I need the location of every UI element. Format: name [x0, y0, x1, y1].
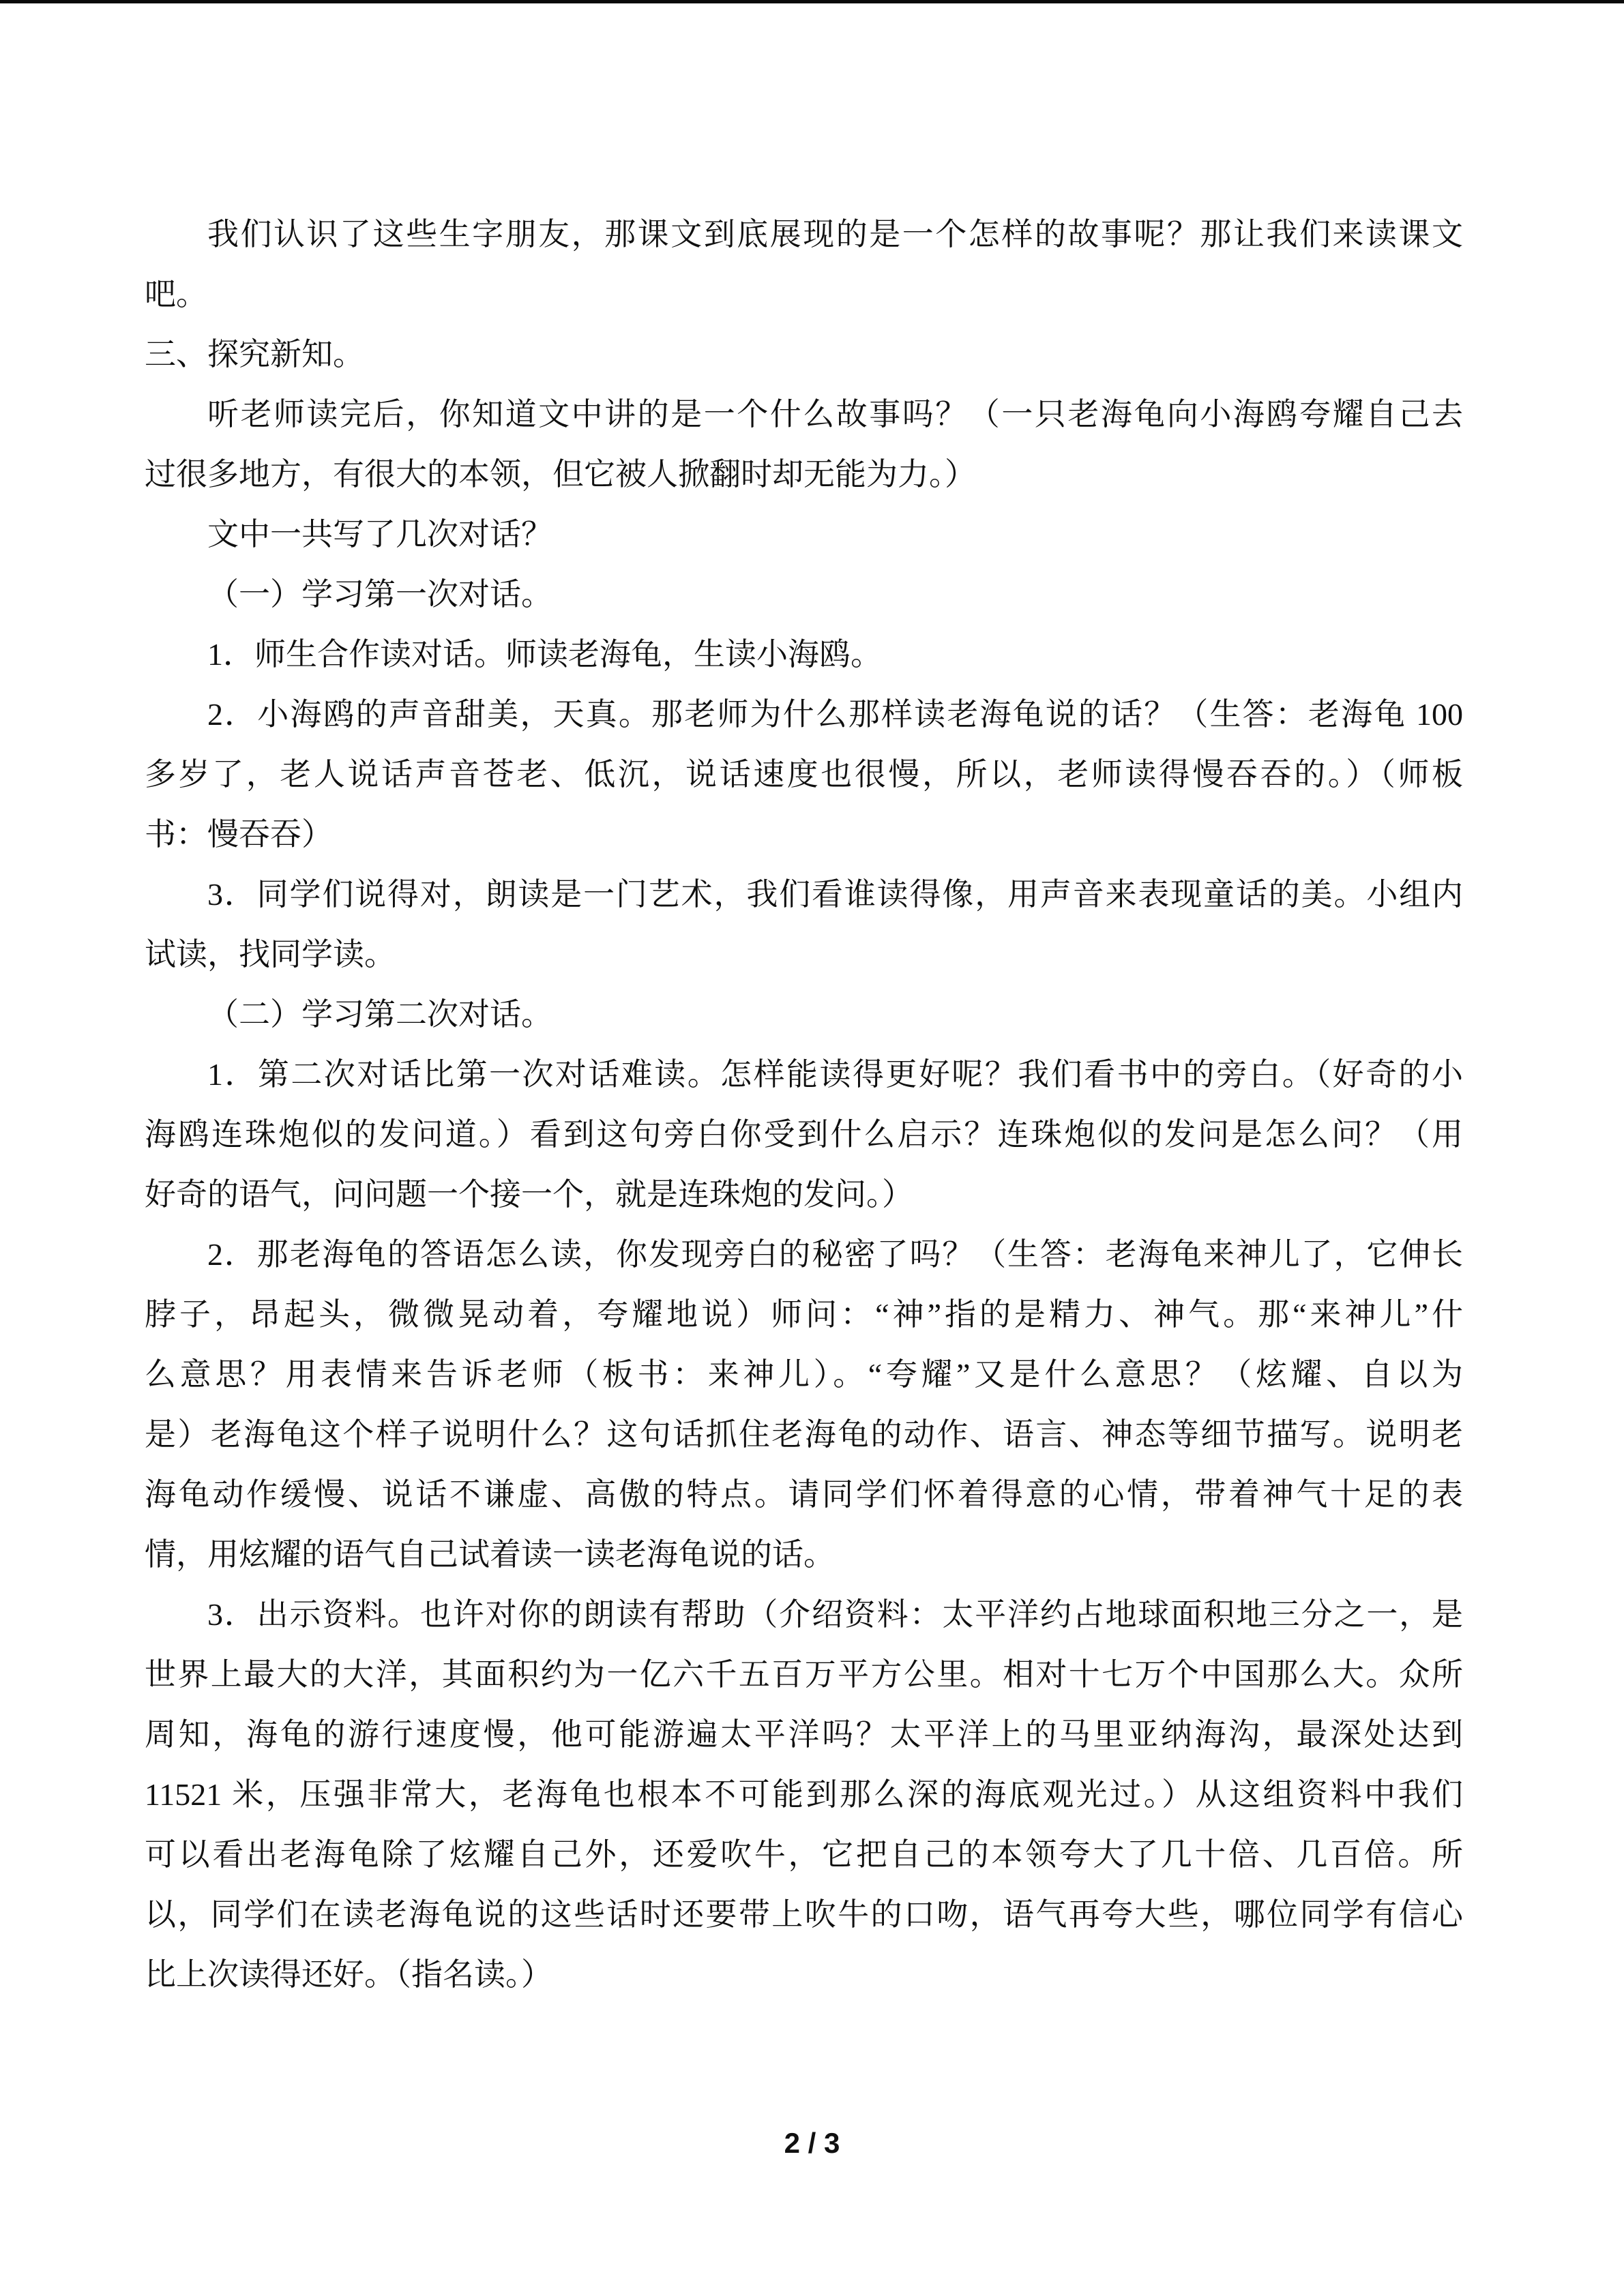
text-line: （一）学习第一次对话。	[207, 577, 552, 612]
text-line: 可以看出老海龟除了炫耀自己外，还爱吹牛，它把自己的本领夸大了几十倍、几百倍。所	[145, 1837, 1463, 1872]
text-line: 文中一共写了几次对话？	[207, 517, 552, 552]
text-line: 我们认识了这些生字朋友，那课文到底展现的是一个怎样的故事呢？那让我们来读课文	[207, 217, 1463, 252]
text-line: 以，同学们在读老海龟说的这些话时还要带上吹牛的口吻，语气再夸大些，哪位同学有信心	[145, 1897, 1463, 1932]
text-line: 3．同学们说得对，朗读是一门艺术，我们看谁读得像，用声音来表现童话的美。小组内	[207, 877, 1463, 912]
page-top-border	[0, 0, 1624, 3]
text-line: 周知，海龟的游行速度慢，他可能游遍太平洋吗？太平洋上的马里亚纳海沟，最深处达到	[145, 1717, 1463, 1752]
document-body	[145, 205, 1463, 2005]
text-line: 好奇的语气，问问题一个接一个，就是连珠炮的发问。）	[145, 1177, 913, 1212]
text-line: 吧。	[145, 277, 207, 312]
text-line: 世界上最大的大洋，其面积约为一亿六千五百万平方公里。相对十七万个中国那么大。众所	[145, 1657, 1463, 1692]
document-page	[145, 205, 1463, 2005]
text-line: 听老师读完后，你知道文中讲的是一个什么故事吗？（一只老海龟向小海鸥夸耀自己去	[207, 397, 1463, 432]
text-line: 2．小海鸥的声音甜美，天真。那老师为什么那样读老海龟说的话？（生答：老海龟 100	[207, 697, 1463, 732]
page-number: 2 / 3	[784, 2127, 840, 2159]
text-line: 1．师生合作读对话。师读老海龟，生读小海鸥。	[207, 637, 882, 672]
text-line: 么意思？用表情来告诉老师（板书：来神儿）。“夸耀”又是什么意思？（炫耀、自以为	[145, 1357, 1463, 1392]
text-line: 多岁了，老人说话声音苍老、低沉，说话速度也很慢，所以，老师读得慢吞吞的。）（师板	[145, 757, 1463, 792]
text-line: 脖子，昂起头，微微晃动着，夸耀地说）师问：“神”指的是精力、神气。那“来神儿”什	[145, 1297, 1463, 1332]
text-line: （二）学习第二次对话。	[207, 997, 552, 1032]
text-line: 试读，找同学读。	[145, 937, 396, 972]
text-line: 书：慢吞吞）	[145, 817, 333, 852]
text-line: 比上次读得还好。（指名读。）	[145, 1957, 552, 1992]
text-line: 是）老海龟这个样子说明什么？这句话抓住老海龟的动作、语言、神态等细节描写。说明老	[145, 1417, 1463, 1452]
text-line: 1．第二次对话比第一次对话难读。怎样能读得更好呢？我们看书中的旁白。（好奇的小	[207, 1057, 1463, 1092]
text-line: 三、探究新知。	[145, 337, 364, 372]
text-line: 11521 米，压强非常大，老海龟也根本不可能到那么深的海底观光过。）从这组资料中我们	[145, 1777, 1463, 1812]
text-line: 海鸥连珠炮似的发问道。）看到这句旁白你受到什么启示？连珠炮似的发问是怎么问？（用	[145, 1117, 1463, 1152]
text-line: 海龟动作缓慢、说话不谦虚、高傲的特点。请同学们怀着得意的心情，带着神气十足的表	[145, 1477, 1463, 1512]
text-line: 3．出示资料。也许对你的朗读有帮助（介绍资料：太平洋约占地球面积地三分之一，是	[207, 1597, 1463, 1632]
text-line: 过很多地方，有很大的本领，但它被人掀翻时却无能为力。）	[145, 457, 976, 492]
text-line: 情，用炫耀的语气自己试着读一读老海龟说的话。	[145, 1537, 835, 1572]
text-line: 2．那老海龟的答语怎么读，你发现旁白的秘密了吗？（生答：老海龟来神儿了，它伸长	[207, 1237, 1463, 1272]
